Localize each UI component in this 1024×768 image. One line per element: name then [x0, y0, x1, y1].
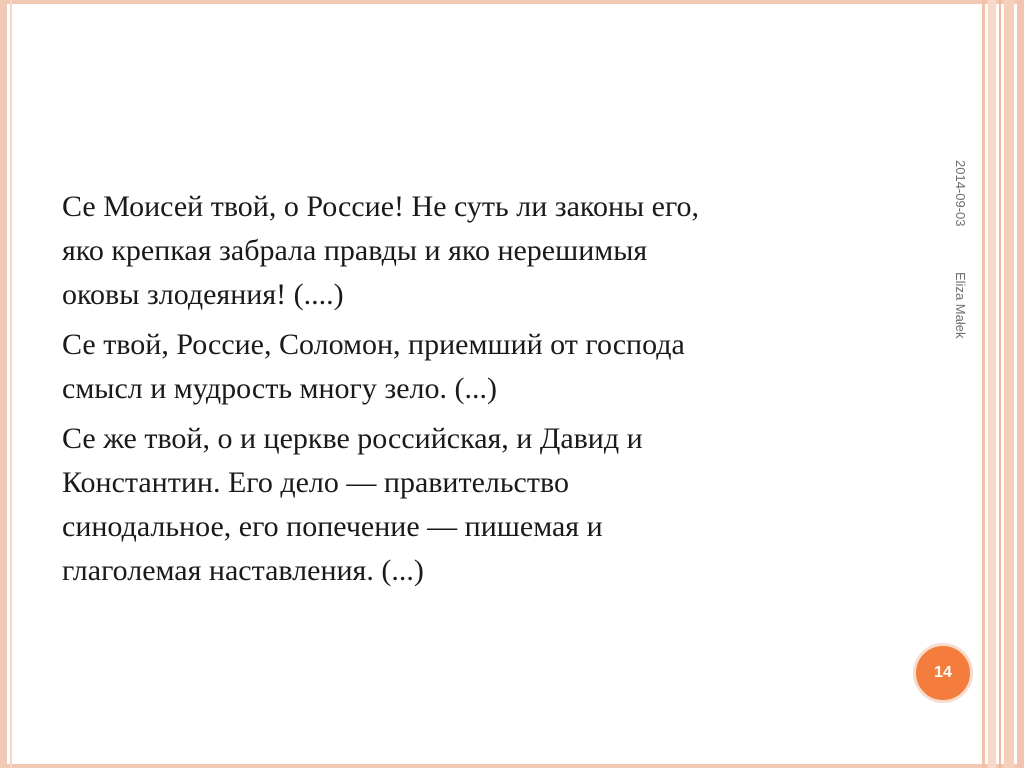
paragraph-2 [62, 323, 882, 411]
text-line: яко крепкая забрала правды и яко нерешимыя [62, 234, 648, 267]
text-line: оковы злодеяния! (....) [62, 278, 344, 311]
decorative-stripe [999, 0, 1001, 768]
text-line: Се Моисей твой, о Россие! Не суть ли законы его, [62, 190, 700, 223]
text-line: смысл и мудрость многу зело. (...) [62, 372, 497, 405]
paragraph-3 [62, 417, 882, 593]
text-line: Се же твой, о и церкве российская, и Давид и [62, 422, 643, 455]
slide-body [62, 185, 882, 599]
decorative-stripe [1004, 0, 1014, 768]
slide-number-badge: 14 [913, 643, 973, 703]
side-footer [950, 160, 974, 360]
slide-date: 2014-09-03 [953, 160, 968, 227]
paragraph-1 [62, 185, 882, 317]
frame-left-border [0, 0, 7, 768]
frame-top-border [0, 0, 1024, 4]
text-line: синодальное, его попечение — пишемая и [62, 510, 603, 543]
decorative-stripe [1017, 0, 1024, 768]
frame-bottom-border [0, 764, 1024, 768]
decorative-stripe [988, 0, 996, 768]
decorative-stripe [982, 0, 985, 768]
frame-left-inner-border [10, 0, 12, 768]
text-line: Се твой, Россие, Соломон, приемший от господа [62, 328, 685, 361]
text-line: Константин. Его дело — правительство [62, 466, 569, 499]
slide-author: Eliza Małek [953, 272, 968, 339]
text-line: глаголемая наставления. (...) [62, 554, 424, 587]
